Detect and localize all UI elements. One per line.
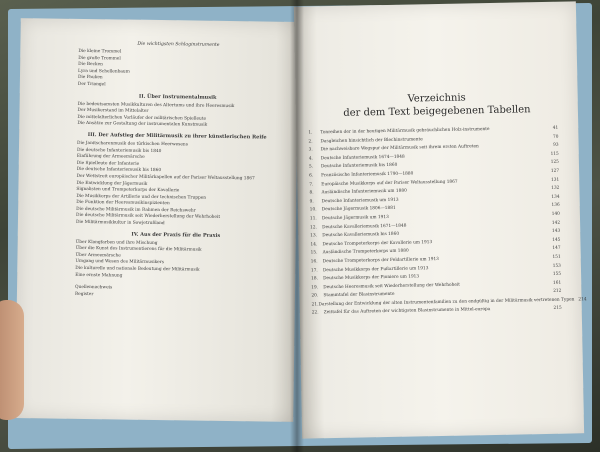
entry-page: 143 bbox=[551, 228, 561, 234]
entry-text: Französische Infanteriemusik 1790—1880 bbox=[321, 171, 414, 179]
entry-text: Deutsche Jägermusik um 1913 bbox=[321, 214, 389, 222]
entry-text: Deutsche Infanteriemusik um 1913 bbox=[321, 197, 399, 204]
instrument-item-text: Die kleine Trommel bbox=[78, 48, 122, 55]
entry-number: 22. bbox=[311, 310, 319, 316]
toc-item-text: Die Funktion der Heeresmusikinspizienten bbox=[76, 200, 170, 207]
entry-text: Deutsche Heeresmusik seit Wiederherstellung der Wehrhoheit bbox=[323, 282, 461, 290]
toc-item-text: Die Musikkorps der Artillerie und der technischen Truppen bbox=[76, 193, 207, 201]
instrument-list bbox=[78, 49, 279, 91]
part4-list bbox=[75, 240, 276, 282]
entry-page: 147 bbox=[552, 245, 561, 252]
toc-item-text: Die Ansätze zur Gestaltung der instrumentalen Kunstmusik bbox=[77, 121, 208, 129]
entry-page: 131 bbox=[550, 177, 560, 183]
entry-number: 16. bbox=[310, 259, 318, 265]
toc-item-text: Die bedeutsamsten Musikkulturen des Altertums und ihre Heeresmusik bbox=[77, 101, 235, 109]
toc-item-text: Umgang und Wesen des Militärmusikers bbox=[75, 259, 165, 266]
entry-page: 142 bbox=[551, 220, 561, 226]
instrument-item-text: Die Pauken bbox=[77, 75, 103, 81]
table-list-title bbox=[296, 89, 578, 120]
left-toc bbox=[75, 41, 279, 301]
entry-text: Deutsche Infanteriemusik bis 1860 bbox=[320, 163, 398, 170]
entry-number: 2. bbox=[308, 139, 313, 145]
entry-number: 3. bbox=[308, 147, 313, 153]
entry-number: 5. bbox=[308, 164, 314, 170]
entry-text: Deutsche Infanteriemusik 1674—1848 bbox=[320, 154, 405, 162]
entry-number: 4. bbox=[308, 156, 313, 162]
instrument-item-text: Die große Trommel bbox=[78, 55, 121, 62]
entry-page: 145 bbox=[552, 237, 561, 243]
entry-number: 10. bbox=[309, 207, 317, 213]
entry-text: Deutsche Musikkorps der Pioniere um 1913 bbox=[323, 274, 420, 282]
toc-item-text: Der Wettstreit europäischer Militärkapellen auf der Pariser Weltausstellung 1867 bbox=[76, 173, 255, 182]
entry-text: Deutsche Kavalleriemusik 1671—1848 bbox=[322, 223, 407, 230]
toc-item-text: Signalisten und Trompeterkorps der Kavallerie bbox=[76, 186, 180, 194]
instrument-item-text: Der Triangel bbox=[77, 81, 106, 88]
toc-item-text: Die deutsche Infanteriemusik bis 1840 bbox=[76, 147, 162, 154]
hand bbox=[0, 300, 24, 420]
entry-number: 8. bbox=[309, 190, 314, 196]
entry-text: Deutsche Trompeterkorps der Feldartillerie um 1913 bbox=[322, 256, 439, 265]
entry-page: 161 bbox=[552, 280, 562, 286]
entry-page: 136 bbox=[551, 203, 560, 209]
entry-page: 155 bbox=[552, 271, 562, 277]
entry-number: 17. bbox=[310, 267, 318, 273]
toc-item-text: Die mittelalterlichen Vorläufer der militärischen Spielleute bbox=[77, 114, 207, 122]
entry-number: 7. bbox=[309, 181, 314, 188]
entry-text: Ausländische Infanteriemusik um 1880 bbox=[321, 188, 407, 196]
entry-text: Dasgleichen hinsichtlich der Blechinstrumente bbox=[320, 136, 423, 144]
entry-page: 134 bbox=[551, 194, 560, 200]
instrument-item bbox=[78, 82, 278, 91]
entry-page: 93 bbox=[553, 142, 559, 148]
toc-item-text: Die deutsche Militärmusik im Rahmen der Reichswehr bbox=[76, 206, 196, 214]
entry-text: Deutsche Trompeterkorps der Kavallerie um 1913 bbox=[322, 239, 433, 247]
toc-item-text: Eine ernste Mahnung bbox=[75, 272, 123, 279]
end-item-text: Quellennachweis bbox=[75, 285, 113, 291]
toc-item-text: Die kulturelle und nationale Bedeutung der Militärmusik bbox=[75, 265, 200, 273]
instrument-item-text: Die Becken bbox=[78, 62, 103, 68]
entry-text: Deutsche Kavalleriemusik bis 1860 bbox=[322, 231, 400, 239]
entry-text: Ausländische Trompeterkorps um 1880 bbox=[322, 248, 409, 256]
end-item-text: Register bbox=[74, 291, 94, 297]
entry-number: 20. bbox=[311, 293, 319, 299]
toc-item-text: Die deutsche Militärmusik seit Wiederherstellung der Wehrhoheit bbox=[76, 213, 221, 221]
entry-text: Deutsche Musikkorps der Fußartillerie um 1913 bbox=[322, 265, 429, 273]
entry-text: Die nachweisbare Wegspur der Militärmusik seit ihrem ersten Auftreten bbox=[320, 144, 479, 153]
entry-number: 1. bbox=[308, 130, 313, 136]
book-gutter bbox=[290, 0, 304, 452]
toc-item-text: Einführung der Armeemärsche bbox=[76, 154, 145, 160]
instrument-item-text: Lyra und Schellenbaum bbox=[78, 68, 130, 75]
part2-list bbox=[77, 101, 277, 130]
part2-heading: II. Über Instrumentalmusik bbox=[138, 93, 217, 101]
toc-item-text: Über die Kunst des Instrumentierens für die Militärmusik bbox=[75, 246, 202, 253]
entry-page: 151 bbox=[552, 254, 561, 260]
toc-item-text: Die Entwicklung der Jägermusik bbox=[76, 180, 148, 187]
entry-number: 11. bbox=[309, 216, 317, 222]
part3-list bbox=[76, 141, 277, 230]
toc-item-text: Die Militärmusikkultur in Sowjetrußland bbox=[75, 219, 165, 227]
entry-number: 15. bbox=[310, 250, 318, 256]
entry-number: 12. bbox=[310, 224, 318, 231]
entry-text: Tonreihen der in der heutigen Militärmusik gebräuchlichen Holz-instrumente bbox=[320, 127, 490, 136]
entry-number: 13. bbox=[310, 233, 318, 239]
entry-text: Deutsche Jägermusik 1806—1881 bbox=[321, 206, 396, 213]
left-page bbox=[15, 18, 299, 422]
entry-page: 132 bbox=[551, 185, 560, 191]
toc-item-text: Der Musikerstand im Mittelalter bbox=[77, 108, 149, 115]
toc-item-text: Die Janitscharenmusik des türkischen Heerwesens bbox=[77, 140, 188, 148]
entry-page: 215 bbox=[553, 306, 562, 312]
entry-number: 6. bbox=[309, 173, 314, 179]
toc-item-text: Über Armeemärsche bbox=[75, 252, 121, 259]
end-list bbox=[75, 285, 275, 301]
entry-page: 125 bbox=[550, 160, 559, 166]
toc-item-text: Über Klangfarben und ihre Mischung bbox=[75, 239, 158, 246]
entry-text: Zeittafel für das Auftreten der wichtigsten Blasinstrumente in Mittel-europa bbox=[323, 307, 491, 316]
part3-heading: III. Der Aufstieg der Militärmusik zu ihrer künstlerischen Reife bbox=[87, 131, 267, 141]
toc-item bbox=[77, 121, 277, 130]
entry-page: 127 bbox=[550, 168, 560, 174]
entry-text: Stammtafel der Blasinstrumente bbox=[323, 292, 395, 299]
title-line-1: Verzeichnis bbox=[407, 92, 466, 105]
title-line-2: der dem Text beigegebenen Tabellen bbox=[343, 104, 531, 119]
entry-number: 19. bbox=[311, 285, 319, 291]
end-item bbox=[75, 292, 275, 301]
entry-text: Darstellung der Entwicklung der alten Instrumentenfamilien zu den endgültig in der Militärmusik vertretenen Typen bbox=[318, 297, 575, 308]
entry-number: 9. bbox=[309, 199, 314, 205]
entry-page: 153 bbox=[552, 263, 561, 269]
section-title: Die wichtigsten Schlaginstrumente bbox=[137, 41, 220, 48]
toc-item-text: Die Spielleute der Infanterie bbox=[76, 160, 140, 167]
entry-page: 115 bbox=[550, 151, 559, 157]
entry-page: 41 bbox=[552, 125, 559, 131]
entry-page: 212 bbox=[553, 288, 562, 295]
table-entries bbox=[308, 125, 587, 320]
entry-page: 140 bbox=[551, 211, 560, 217]
toc-item-text: Die deutsche Infanteriemusik bis 1860 bbox=[76, 167, 162, 174]
entry-number: 18. bbox=[311, 276, 319, 282]
entry-page: 70 bbox=[552, 134, 559, 140]
entry-page: 214 bbox=[578, 297, 587, 303]
entry-number: 21. bbox=[311, 302, 319, 308]
right-page bbox=[294, 1, 587, 438]
entry-text: Europäische Musikkorps auf der Pariser Weltausstellung 1867 bbox=[321, 179, 458, 187]
part4-heading: IV. Aus der Praxis für die Praxis bbox=[131, 231, 221, 239]
entry-number: 14. bbox=[310, 242, 318, 248]
